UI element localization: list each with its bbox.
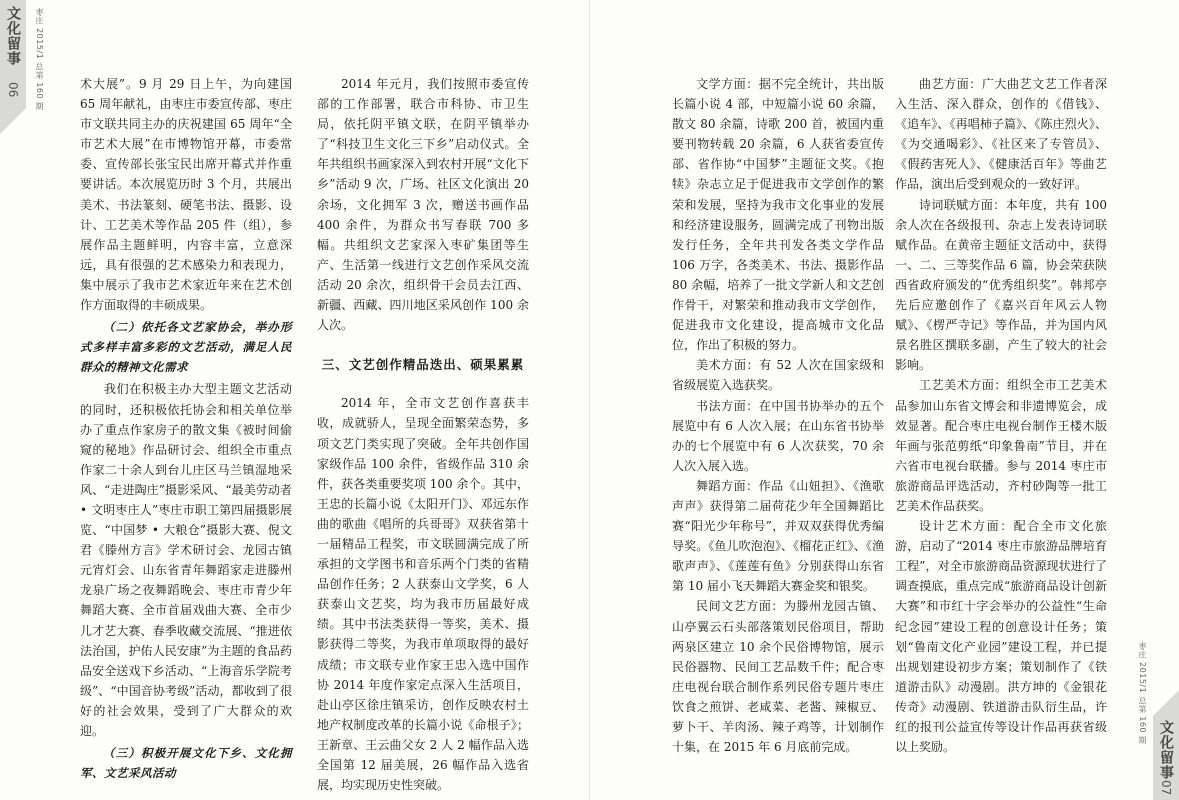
paragraph: 2014 年，全市文艺创作喜获丰收，成就骄人，呈现全面繁荣态势，多项文艺门类实现了突破。全年共创作国家级作品 100 余件，省级作品 310 余件，获各类重要奖项 100 余个。其中，王忠的长篇小说《太阳开门》、邓远东作曲的歌曲《唱所的兵哥哥》双获省第十一届精品工程奖，市文联圆满完成了所承担的文学图书和音乐两个门类的省精品创作任务；2 人获泰山文学奖，6 人获泰山文艺奖，均为我市历届最好成绩。其中书法类获得一等奖，美术、摄影获得二等奖，为我市单项取得的最好成绩；市文联专业作家王忠入选中国作协 2014 年度作家定点深入生活项目，赴山亭区徐庄镇采访，创作反映农村土地产权制度改革的长篇小说《命根子》；王新章、王云曲父女 2 人 2 幅作品入选全国第 12 届美展，26 幅作品入选省展，均实现历史性突破。 xyxy=(317,396,529,793)
left-side-tab xyxy=(0,0,26,108)
paragraph: 设计艺术方面：配合全市文化旅游，启动了“2014 枣庄市旅游品牌培育工程”，对全市旅游商品资源现状进行了调查摸底，重点完成“旅游商品设计创新大赛”和市红十字会举办的公益性“生命纪念园”建设工程的创意设计任务；策划“鲁南文化产业园”建设工程，并已提出规划建设初步方案；策划制作了《铁道游击队》动漫剧。洪方坤的《金银花传奇》动漫剧、铁道游击队衍生品，许红的报刊公益宣传等设计作品再获省级以上奖励。 xyxy=(895,519,1107,755)
subheading: （二）依托各文艺家协会，举办形式多样丰富多彩的文艺活动，满足人民群众的精神文化需求 xyxy=(80,320,292,375)
page-number-right: 07 xyxy=(1159,780,1173,796)
article-column-1 xyxy=(80,74,292,785)
paragraph: 诗词联赋方面：本年度，共有 100 余人次在各级报刊、杂志上发表诗词联赋作品。在黄帝主题征文活动中，获得一、二、三等奖作品 6 篇，协会荣获陕西省政府颁发的“优秀组织奖”。韩邦亭先后应邀创作了《嘉兴百年风云人物赋》、《楞严寺记》等作品，并为国内风景名胜区撰联多副，产生了较大的社会影响。 xyxy=(895,197,1107,373)
paragraph: 术大展”。9 月 29 日上午，为向建国 65 周年献礼，由枣庄市委宣传部、枣庄市文联共同主办的庆祝建国 65 周年“全市艺术大展”在市博物馆开幕，市委常委、宣传部长张宝民出席开幕式并作重要讲话。本次展览历时 3 个月，共展出美术、书法篆刻、硬笔书法、摄影、设计、工艺美术等作品 205 件（组），参展作品主题鲜明，内容丰富，立意深远，具有很强的艺术感染力和表现力，集中展示了我市艺术家近年来在艺术创作方面取得的丰硕成果。 xyxy=(80,77,292,313)
paragraph: 舞蹈方面：作品《山妞担》、《渔歌声声》获得第二届荷花少年全国舞蹈比赛“阳光少年称号”，并双双获得优秀编导奖。《鱼儿吹泡泡》、《榴花正红》、《渔歌声声》、《莲莲有鱼》分别获得山东省第 10 届小飞天舞蹈大赛金奖和银奖。 xyxy=(672,478,884,594)
article-column-4 xyxy=(895,74,1107,757)
subheading: （三）积极开展文化下乡、文化拥军、文艺采风活动 xyxy=(80,746,292,781)
issue-info-left: 枣庄 2015/1 总第 160 期 xyxy=(35,8,44,111)
paragraph: 文学方面：据不完全统计，共出版长篇小说 4 部，中短篇小说 60 余篇，散文 80 余篇，诗歌 200 首，被国内重要刊物转载 20 余篇，6 人获省委宣传部、省作协“中国梦”主题征文奖。《抱犊》杂志立足于促进我市文学创作的繁荣和发展，坚持为我市文化事业的发展和经济建设服务，圆满完成了刊物出版发行任务，全年共刊发各类文学作品 106 万字，各类美术、书法、摄影作品 80 余幅，培养了一批文学新人和文艺创作骨干，对繁荣和推动我市文学创作，促进我市文化建设，提高城市文化品位，作出了积极的努力。 xyxy=(672,77,884,353)
paragraph: 民间文艺方面：为滕州龙园古镇、山亭翼云石头部落策划民俗项目，帮助两泉区建立 10 余个民俗博物馆，展示民俗器物、民间工艺品数千件；配合枣庄电视台联合制作系列民俗专题片枣庄饮食之煎饼、老咸菜、老酱、辣椒豆、萝卜干、羊肉汤、辣子鸡等，计划制作十集，在 2015 年 6 月底前完成。 xyxy=(672,599,884,755)
article-column-2 xyxy=(317,74,529,795)
right-side-tab xyxy=(1153,716,1179,800)
paragraph: 美术方面：有 52 人次在国家级和省级展览入选获奖。 xyxy=(672,358,884,393)
spine-gutter xyxy=(589,0,590,800)
issue-info-right: 枣庄 2015/1 总第 160 期 xyxy=(1138,642,1147,745)
article-column-3 xyxy=(672,74,884,757)
right-corner-fold xyxy=(1153,690,1179,716)
paragraph: 书法方面：在中国书协举办的五个展览中有 6 人次入展；在山东省书协举办的七个展览中有 6 人次获奖，70 余人次入展入选。 xyxy=(672,398,884,473)
magazine-logo-left: 文化留事 xyxy=(5,6,21,66)
magazine-logo-right: 文化留事 xyxy=(1158,720,1174,780)
left-corner-fold xyxy=(0,108,26,134)
page-number-left: 06 xyxy=(6,82,20,98)
paragraph: 我们在积极主办大型主题文艺活动的同时，还积极依托协会和相关单位举办了重点作家房子的散文集《被时间偷窥的秘地》作品研讨会、组织全市重点作家二十余人到台儿庄区马兰镇湿地采风、“走进陶庄”摄影采风、“最美劳动者 • 文明枣庄人”枣庄市职工第四届摄影展览、“中国梦 • 大粮仓”摄影大赛、倪文君《滕州方言》学术研讨会、龙园古镇元宵灯会、山东省青年舞蹈家走进滕州龙泉广场之夜舞蹈晚会、枣庄市青少年舞蹈大赛、全市首届戏曲大赛、全市少儿才艺大赛、春季收藏交流展、“推进依法治国，护佑人民安康”为主题的食品药品安全送戏下乡活动、“上海音乐学院考级”、“中国音协考级”活动，都收到了很好的社会效果，受到了广大群众的欢迎。 xyxy=(80,382,292,738)
paragraph: 曲艺方面：广大曲艺文艺工作者深入生活、深入群众，创作的《借钱》、《追车》、《再唱柿子篇》、《陈庄烈火》、《为交通喝彩》、《社区来了专管员》、《假药害死人》、《健康活百年》等曲艺作品，演出后受到观众的一致好评。 xyxy=(895,77,1107,192)
paragraph: 2014 年元月，我们按照市委宣传部的工作部署，联合市科协、市卫生局，依托阴平镇文联，在阴平镇举办了“科技卫生文化三下乡”启动仪式。全年共组织书画家深入到农村开展“文化下乡”活动 9 次，广场、社区文化演出 20 余场，文化拥军 3 次，赠送书画作品 400 余件，为群众书写春联 700 多幅。共组织文艺家深入枣矿集团等生产、生活第一线进行文艺创作采风交流活动 20 余次，组织骨干会员去江西、新疆、西藏、四川地区采风创作 100 余人次。 xyxy=(317,77,529,333)
section-heading: 三、文艺创作精品迭出、硕果累累 xyxy=(321,357,525,373)
paragraph: 工艺美术方面：组织全市工艺美术品参加山东省文博会和非遗博览会，成效显著。配合枣庄电视台制作王楼木版年画与张范剪纸“印象鲁南”节目，并在六省市电视台联播。参与 2014 枣庄市旅游商品评选活动，齐村砂陶等一批工艺美术作品获奖。 xyxy=(895,378,1107,513)
